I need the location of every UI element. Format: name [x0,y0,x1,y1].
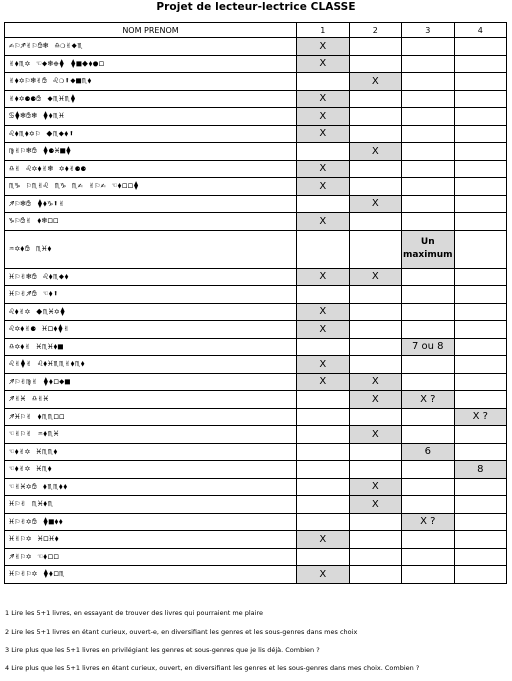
student-name: ♓︎⚐︎✌︎ ♏︎♓︎⬧︎♏︎ [5,496,297,514]
level-2-cell [349,548,402,566]
table-row [5,548,507,566]
level-1-cell [297,461,350,479]
header-level-2: 2 [349,23,402,38]
level-4-cell [454,548,507,566]
level-4-cell [454,321,507,339]
level-2-cell [349,108,402,126]
level-1-cell [297,408,350,426]
level-4-cell [454,38,507,56]
table-row [5,461,507,479]
level-2-cell [349,230,402,268]
student-name: ♍︎✌︎⚐︎❄︎✋︎ ⧫︎⚈︎♓︎■︎⧫︎ [5,143,297,161]
table-row [5,73,507,91]
level-2-cell [349,55,402,73]
table-row [5,513,507,531]
level-3-cell [402,55,455,73]
level-4-cell [454,391,507,409]
table-row [5,108,507,126]
table-row [5,356,507,374]
level-4-cell [454,268,507,286]
level-4-cell [454,496,507,514]
level-4-cell [454,286,507,304]
student-name: ♐︎✌︎⚐︎✡︎ ☜︎⬧︎◻︎◻︎ [5,548,297,566]
level-2-cell [349,38,402,56]
student-name: ♎︎✡︎⬧︎✌︎ ♓︎♏︎♓︎⬧︎■︎ [5,338,297,356]
level-2-cell: X [349,268,402,286]
note-1: 1 Lire les 5+1 livres, en essayant de trouver des livres qui pourraient me plaire [5,609,263,617]
level-2-cell [349,443,402,461]
level-1-cell: X [297,373,350,391]
level-1-cell [297,230,350,268]
table-row [5,55,507,73]
level-1-cell [297,143,350,161]
level-2-cell [349,90,402,108]
level-2-cell: X [349,373,402,391]
student-name: ☜︎✌︎⚐︎✌︎ ♒︎⬧︎♏︎♓︎ [5,426,297,444]
level-4-cell [454,125,507,143]
level-3-cell: X ? [402,513,455,531]
table-row [5,90,507,108]
level-4-cell [454,443,507,461]
student-name: ♌︎✌︎⧫︎✌︎ ♌︎⬧︎♓︎♏︎♏︎✌︎⬧︎♏︎⬧︎ [5,356,297,374]
student-name: ✍︎⚐︎♐︎✌︎⚐︎✋︎❄︎ ♎︎❍︎✌︎◆︎♏︎ [5,38,297,56]
reading-project-table [4,22,507,584]
level-1-cell: X [297,38,350,56]
level-2-cell [349,286,402,304]
level-1-cell [297,496,350,514]
student-name: ♓︎⚐︎✌︎♐︎✋︎ ☜︎⬧︎⬆︎ [5,286,297,304]
student-name: ♋︎⧫︎❄︎✋︎❄︎ ⧫︎⬧︎♏︎♓︎ [5,108,297,126]
level-4-cell [454,160,507,178]
student-name: ✌︎⬧︎✡︎⚐︎❄︎✌︎✋︎ ♌︎❍︎⬆︎◆︎■︎♏︎⬧︎ [5,73,297,91]
level-1-cell [297,443,350,461]
table-row [5,531,507,549]
level-1-cell: X [297,321,350,339]
level-2-cell [349,213,402,231]
table-row [5,496,507,514]
level-3-cell [402,286,455,304]
level-1-cell: X [297,213,350,231]
level-4-cell [454,73,507,91]
level-2-cell [349,160,402,178]
table-row [5,373,507,391]
table-row [5,178,507,196]
level-2-cell [349,303,402,321]
header-level-4: 4 [454,23,507,38]
level-3-cell [402,321,455,339]
level-3-cell [402,566,455,584]
level-2-cell [349,531,402,549]
level-2-cell: X [349,478,402,496]
level-4-cell [454,55,507,73]
level-3-cell [402,160,455,178]
student-name: ♓︎⚐︎✌︎✡︎✋︎ ⧫︎■︎⬧︎⬧︎ [5,513,297,531]
level-2-cell: X [349,143,402,161]
level-4-cell [454,566,507,584]
level-4-cell [454,478,507,496]
level-1-cell: X [297,178,350,196]
level-1-cell: X [297,108,350,126]
level-2-cell: X [349,496,402,514]
level-4-cell [454,90,507,108]
student-name: ♐︎⚐︎✌︎♍︎✌︎ ⧫︎⬧︎◻︎◆︎■︎ [5,373,297,391]
note-3: 3 Lire plus que les 5+1 livres en privilégiant les genres et sous-genres que je lis déjà. Combien ? [5,646,320,654]
level-1-cell: X [297,55,350,73]
table-row [5,268,507,286]
level-2-cell: X [349,73,402,91]
level-4-cell [454,178,507,196]
student-name: ♎︎✌︎ ♌︎✡︎⬧︎✌︎❄︎ ✡︎⬧︎✌︎⚈︎⚈︎ [5,160,297,178]
level-2-cell: X [349,426,402,444]
level-3-cell [402,178,455,196]
student-name: ♏︎♑︎ ⚐︎♏︎✌︎♌︎ ♏︎♑︎ ♏︎✍︎ ✌︎⚐︎✍︎ ☜︎⬧︎◻︎◻︎⧫︎ [5,178,297,196]
level-3-cell [402,108,455,126]
student-name: ☜︎⬧︎✌︎✡︎ ♓︎♏︎⬧︎ [5,461,297,479]
level-1-cell: X [297,268,350,286]
level-4-cell: 8 [454,461,507,479]
table-row [5,38,507,56]
level-2-cell: X [349,195,402,213]
header-level-1: 1 [297,23,350,38]
level-4-cell: X ? [454,408,507,426]
level-3-cell [402,195,455,213]
table-row [5,125,507,143]
level-4-cell [454,195,507,213]
table-row [5,408,507,426]
student-name: ♐︎✌︎♓︎ ♎︎✌︎♓︎ [5,391,297,409]
table-row [5,213,507,231]
table-row [5,566,507,584]
student-name: ♒︎✡︎⬧︎✋︎ ♏︎♓︎⬧︎ [5,230,297,268]
level-1-cell [297,286,350,304]
table-row [5,478,507,496]
table-row [5,286,507,304]
level-3-cell [402,268,455,286]
level-2-cell [349,461,402,479]
header-level-3: 3 [402,23,455,38]
level-2-cell [349,408,402,426]
level-2-cell [349,338,402,356]
student-name: ♐︎⚐︎❄︎✋︎ ⧫︎⬧︎♑︎⬆︎✌︎ [5,195,297,213]
table-row [5,143,507,161]
level-3-cell [402,461,455,479]
level-1-cell [297,195,350,213]
level-3-cell [402,143,455,161]
table-body [5,38,507,584]
note-4: 4 Lire plus que les 5+1 livres en étant curieux, ouvert, en diversifiant les genres et les sous-genres dans mes choix. Combien ? [5,664,420,672]
table-row [5,391,507,409]
level-4-cell [454,143,507,161]
table-row [5,338,507,356]
level-4-cell [454,230,507,268]
student-name: ☜︎✌︎♓︎✡︎✋︎ ⬧︎♏︎♏︎⬧︎⬧︎ [5,478,297,496]
table-row [5,303,507,321]
level-1-cell [297,548,350,566]
level-3-cell [402,531,455,549]
level-1-cell: X [297,303,350,321]
student-name: ♌︎⬧︎✌︎✡︎ ⬥︎♏︎♓︎✡︎⧫︎ [5,303,297,321]
level-3-cell [402,356,455,374]
level-3-cell [402,548,455,566]
level-1-cell: X [297,160,350,178]
student-name: ♌︎✡︎⬧︎✌︎⚈︎ ♓︎◻︎⬧︎⧫︎✌︎ [5,321,297,339]
student-name: ♌︎⬧︎♏︎⬧︎✡︎⚐︎ ⬥︎♏︎◆︎⬧︎⬆︎ [5,125,297,143]
level-4-cell [454,356,507,374]
level-1-cell [297,513,350,531]
header-name: NOM PRENOM [5,23,297,38]
table-row [5,230,507,268]
level-4-cell [454,426,507,444]
level-2-cell [349,566,402,584]
level-1-cell: X [297,356,350,374]
level-3-cell [402,73,455,91]
level-2-cell [349,125,402,143]
student-name: ♓︎⚐︎✌︎⚐︎✡︎ ⧫︎⬧︎◻︎♏︎ [5,566,297,584]
level-1-cell [297,426,350,444]
level-3-cell [402,373,455,391]
level-2-cell [349,178,402,196]
table-row [5,160,507,178]
level-3-cell [402,426,455,444]
level-3-cell [402,408,455,426]
student-name: ✌︎⬧︎♏︎✡︎ ☜︎◆︎❄︎❉︎⧫︎ ⧫︎■︎⬥︎⬧︎●︎◻︎ [5,55,297,73]
level-2-cell [349,356,402,374]
table-row [5,195,507,213]
level-3-cell: 7 ou 8 [402,338,455,356]
level-2-cell [349,321,402,339]
note-2: 2 Lire les 5+1 livres en étant curieux, ouvert-e, en diversifiant les genres et les sous-genres dans mes choix [5,628,358,636]
level-1-cell: X [297,90,350,108]
level-4-cell [454,303,507,321]
header-row [5,23,507,38]
level-1-cell: X [297,531,350,549]
level-3-cell [402,478,455,496]
student-name: ✌︎⬧︎✡︎⚈︎⚈︎✋︎ ◆︎♏︎♓︎♏︎⧫︎ [5,90,297,108]
student-name: ☜︎⬧︎✌︎✡︎ ♓︎♏︎♏︎⬧︎ [5,443,297,461]
level-1-cell [297,478,350,496]
level-3-cell [402,496,455,514]
level-4-cell [454,531,507,549]
level-3-cell: X ? [402,391,455,409]
page-title: Projet de lecteur-lectrice CLASSE [156,1,356,13]
level-3-cell [402,303,455,321]
table-row [5,321,507,339]
level-1-cell: X [297,125,350,143]
level-4-cell [454,338,507,356]
level-3-cell [402,90,455,108]
level-3-cell [402,125,455,143]
table-row [5,426,507,444]
level-4-cell [454,213,507,231]
student-name: ♐︎♓︎⚐︎✌︎ ⬧︎♏︎♏︎◻︎◻︎ [5,408,297,426]
level-1-cell [297,73,350,91]
level-1-cell [297,391,350,409]
level-2-cell [349,513,402,531]
level-2-cell: X [349,391,402,409]
level-3-cell [402,213,455,231]
level-4-cell [454,373,507,391]
student-name: ♓︎⚐︎✌︎❄︎✋︎ ♌︎⬧︎♏︎◆︎⬧︎ [5,268,297,286]
level-1-cell [297,338,350,356]
student-name: ♓︎✌︎⚐︎✡︎ ♓︎◻︎♓︎⬧︎ [5,531,297,549]
table-row [5,443,507,461]
level-3-cell [402,38,455,56]
level-3-cell: Un maximum [402,230,455,268]
level-3-cell: 6 [402,443,455,461]
level-1-cell: X [297,566,350,584]
level-4-cell [454,513,507,531]
student-name: ♑︎⚐︎✋︎✌︎ ⬧︎❄︎◻︎◻︎ [5,213,297,231]
level-4-cell [454,108,507,126]
